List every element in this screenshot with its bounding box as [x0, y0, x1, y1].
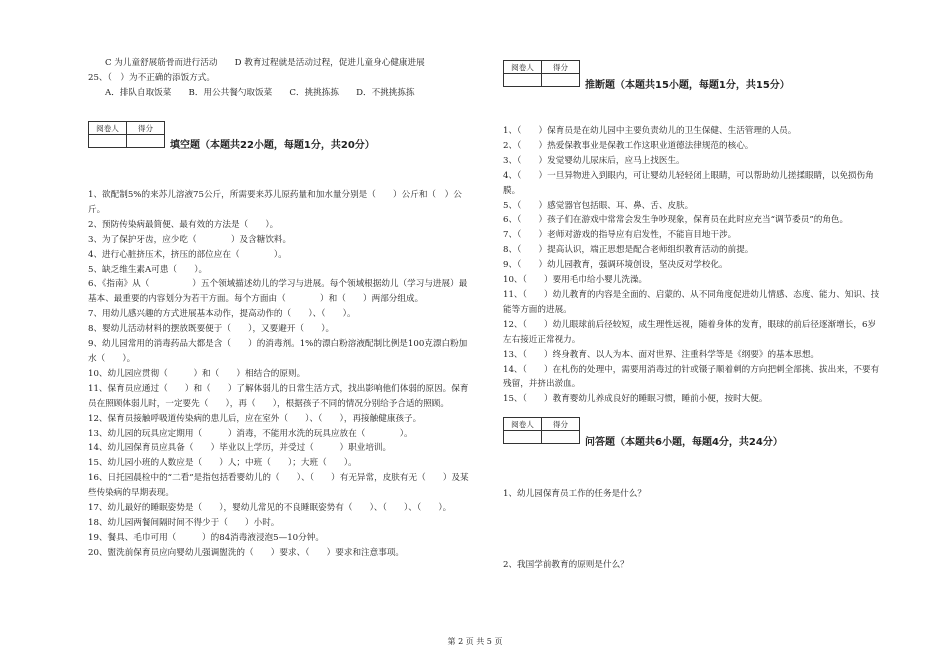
judge-item: 1、（ ）保育员是在幼儿园中主要负责幼儿的卫生保健、生活管理的人员。 [503, 126, 797, 136]
grader-cell [504, 431, 542, 444]
fill-item: 1、欲配制5%的来苏儿溶液75公斤，所需要来苏儿原药量和加水量分别是（ ）公斤和（ ）公斤。 [88, 190, 462, 215]
score-box [503, 417, 580, 444]
grader-cell [504, 74, 542, 87]
grader-label: 阅卷人 [504, 61, 542, 74]
fill-item: 7、用幼儿感兴趣的方式进展基本动作，提高动作的（ ）、（ ）。 [88, 309, 356, 320]
fill-item: 16、日托园晨检中的“二看”是指包括看婴幼儿的（ ）、（ ）有无异常，皮肤有无（ ）及某些传染病的早期表现。 [88, 473, 469, 499]
section-title-qa: 问答题（本题共6小题，每题4分，共24分） [585, 437, 783, 448]
fill-item: 3、为了保护牙齿，应少吃（ ）及含糖饮料。 [88, 234, 292, 245]
score-box [88, 121, 165, 148]
fill-item: 9、幼儿园常用的消毒药品大都是含（ ）的消毒剂。1%的漂白粉溶液配制比例是100克漂白粉加水（ ）。 [88, 339, 468, 364]
score-label: 得分 [542, 61, 580, 74]
judge-item: 7、（ ）老师对游戏的指导应有启发性，不能盲目地干涉。 [503, 230, 737, 241]
score-cell [127, 135, 165, 148]
fill-item: 14、幼儿园保育员应具备（ ）毕业以上学历，并受过（ ）职业培训。 [88, 443, 392, 454]
fill-item: 10、幼儿园应贯彻（ ）和（ ）相结合的原则。 [88, 368, 306, 379]
option-line: C 为儿童舒展筋骨而进行活动 D 教育过程就是活动过程，促进儿童身心健康进展 [105, 58, 425, 68]
judge-item: 3、（ ）发觉婴幼儿尿床后，应马上找医生。 [503, 155, 685, 166]
score-cell [542, 431, 580, 444]
section-title-fill: 填空题（本题共22小题，每题1分，共20分） [170, 140, 375, 151]
fill-item: 11、保育员应通过（ ）和（ ）了解体弱儿的日常生活方式，找出影响他们体弱的原因。保育员在照顾体弱儿时，一定要先（ ），再（ ），根据孩子不同的情况分别给予合适的照顾。 [88, 383, 469, 409]
judge-item: 11、（ ）幼儿教育的内容是全面的、启蒙的、从不同角度促进幼儿情感、态度、能力、知识、技能等方面的进展。 [503, 289, 880, 315]
grader-label: 阅卷人 [89, 122, 127, 135]
fill-item: 18、幼儿园两餐间隔时间不得少于（ ）小时。 [88, 517, 280, 528]
fill-item: 15、幼儿园小班的人数应是（ ）人；中班（ ）；大班（ ）。 [88, 458, 357, 469]
grader-cell [89, 135, 127, 148]
fill-item: 17、幼儿最好的睡眠姿势是（ ），婴幼儿常见的不良睡眠姿势有（ ）、（ ）、（ ）。 [88, 503, 452, 514]
fill-blank-list [88, 188, 473, 561]
judge-item: 4、（ ）一旦异物进入到眼内，可让婴幼儿轻轻闭上眼睛，可以帮助幼儿搓揉眼睛，以免损伤角膜。 [503, 170, 874, 196]
score-label: 得分 [127, 122, 165, 135]
score-label: 得分 [542, 418, 580, 431]
judge-item: 10、（ ）要用毛巾给小婴儿洗澡。 [503, 275, 648, 286]
judge-item: 9、（ ）幼儿园教育，强调环境创设，坚决反对学校化。 [503, 260, 728, 271]
judge-item: 6、（ ）孩子们在游戏中常常会发生争吵现象，保育员在此时应充当“调节委员”的角色。 [503, 215, 849, 226]
fill-item: 20、盥洗前保育员应向婴幼儿强调盥洗的（ ）要求、（ ）要求和注意事项。 [88, 547, 405, 558]
fill-item: 8、婴幼儿活动材料的摆放既要便于（ ），又要避开（ ）。 [88, 324, 335, 335]
score-box [503, 60, 580, 87]
fill-item: 19、餐具、毛巾可用（ ）的84消毒液浸泡5—10分钟。 [88, 532, 324, 543]
judge-item: 5、（ ）感觉器官包括眼、耳、鼻、舌、皮肤。 [503, 200, 694, 211]
question-25: 25、（ ）为不正确的添饭方式。 [88, 73, 215, 83]
fill-item: 4、进行心脏挤压术，挤压的部位应在（ ）。 [88, 249, 287, 260]
fill-item: 6、《指南》从（ ）五个领域描述幼儿的学习与进展。每个领域根据幼儿（学习与进展）最基本、最重要的内容划分为若干方面。每个方面由（ ）和（ ）两部分组成。 [88, 279, 468, 305]
judge-item: 14、（ ）在札伤的处理中，需要用消毒过的针或镊子顺着刺的方向把刺全部挑、拔出来，不要有残留，并挤出淤血。 [503, 364, 880, 390]
page-footer: 第 2 页 共 5 页 [447, 637, 503, 646]
judge-item: 2、（ ）热爱保教事业是保教工作这职业道德法律规范的核心。 [503, 140, 754, 151]
fill-item: 13、幼儿园的玩具应定期用（ ）消毒，不能用水洗的玩具应放在（ ）。 [88, 428, 413, 439]
section-title-judge: 推断题（本题共15小题，每题1分，共15分） [585, 80, 790, 91]
fill-item: 2、预防传染病最简便、最有效的方法是（ ）。 [88, 219, 279, 230]
judge-list [503, 124, 883, 407]
judge-item: 12、（ ）幼儿眼球前后径较短，成生理性远视，随着身体的发育，眼球的前后径逐渐增长，6岁左右接近正常视力。 [503, 319, 877, 345]
score-cell [542, 74, 580, 87]
grader-label: 阅卷人 [504, 418, 542, 431]
judge-item: 15、（ ）教育婴幼儿养成良好的睡眠习惯，睡前小便，按时大便。 [503, 394, 768, 405]
qa-item: 2、我国学前教育的原则是什么？ [503, 560, 629, 570]
judge-item: 13、（ ）终身教育、以人为本、面对世界、注重科学等是《纲要》的基本思想。 [503, 349, 820, 360]
qa-item: 1、幼儿园保育员工作的任务是什么？ [503, 489, 646, 499]
question-25-options: A．排队自取饭菜 B．用公共餐勺取饭菜 C．挑挑拣拣 D．不挑挑拣拣 [105, 88, 415, 98]
judge-item: 8、（ ）提高认识，端正思想是配合老师组织教育活动的前提。 [503, 245, 754, 256]
fill-item: 5、缺乏维生素A可患（ ）。 [88, 264, 208, 275]
fill-item: 12、保育员接触呼吸道传染病的患儿后，应在室外（ ）、（ ），再接触健康孩子。 [88, 413, 422, 424]
